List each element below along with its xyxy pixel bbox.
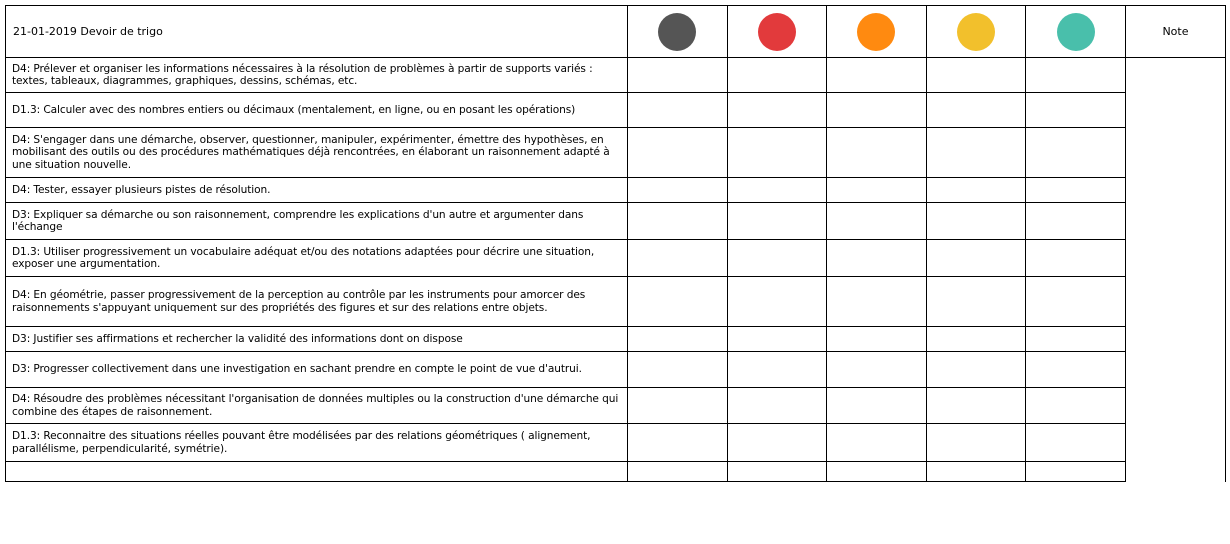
grade-cell-level-4[interactable] xyxy=(926,203,1026,240)
grade-cell-level-5[interactable] xyxy=(1026,93,1126,128)
grade-cell-level-1[interactable] xyxy=(628,178,728,203)
criterion-row xyxy=(6,93,1226,128)
grade-cell-level-3[interactable] xyxy=(827,128,927,178)
criterion-text: D4: Tester, essayer plusieurs pistes de résolution. xyxy=(6,178,628,203)
grade-cell-level-1[interactable] xyxy=(628,424,728,462)
grade-cell-level-4[interactable] xyxy=(926,93,1026,128)
level-4-header xyxy=(926,6,1026,58)
grade-cell-level-4[interactable] xyxy=(926,178,1026,203)
grade-cell-level-1[interactable] xyxy=(628,327,728,352)
grade-cell-level-3[interactable] xyxy=(827,424,927,462)
grade-cell-level-5[interactable] xyxy=(1026,277,1126,327)
grade-cell-level-5[interactable] xyxy=(1026,327,1126,352)
grade-cell[interactable] xyxy=(628,462,728,482)
orange-dot-icon xyxy=(857,13,895,51)
level-5-header xyxy=(1026,6,1126,58)
grade-cell-level-4[interactable] xyxy=(926,240,1026,277)
criterion-text: D4: Résoudre des problèmes nécessitant l'organisation de données multiples ou la construction d'une démarche qui combine des étapes de raisonnement. xyxy=(6,388,628,424)
grade-cell-level-4[interactable] xyxy=(926,352,1026,388)
criterion-row xyxy=(6,327,1226,352)
grade-cell-level-4[interactable] xyxy=(926,424,1026,462)
grade-cell-level-1[interactable] xyxy=(628,58,728,93)
level-3-header xyxy=(827,6,927,58)
grade-cell[interactable] xyxy=(727,462,827,482)
note-cell[interactable] xyxy=(1125,58,1225,482)
criterion-text: D4: S'engager dans une démarche, observer, questionner, manipuler, expérimenter, émettre des hypothèses, en mobilisant des outils ou des procédures mathématiques déjà rencontrées, en élaborant un raisonnement adapté à une situation nouvelle. xyxy=(6,128,628,178)
criterion-text: D3: Expliquer sa démarche ou son raisonnement, comprendre les explications d'un autre et argumenter dans l'échange xyxy=(6,203,628,240)
grade-cell-level-4[interactable] xyxy=(926,128,1026,178)
grade-cell-level-1[interactable] xyxy=(628,388,728,424)
grade-cell-level-2[interactable] xyxy=(727,203,827,240)
criterion-row xyxy=(6,352,1226,388)
criterion-row xyxy=(6,203,1226,240)
grade-cell-level-1[interactable] xyxy=(628,203,728,240)
grade-cell-level-5[interactable] xyxy=(1026,128,1126,178)
grade-cell-level-5[interactable] xyxy=(1026,388,1126,424)
grade-cell-level-3[interactable] xyxy=(827,93,927,128)
grade-cell-level-2[interactable] xyxy=(727,240,827,277)
criterion-text: D4: En géométrie, passer progressivement de la perception au contrôle par les instruments pour amorcer des raisonnements s'appuyant uniquement sur des propriétés des figures et sur des relations entre objets. xyxy=(6,277,628,327)
criterion-text: D1.3: Reconnaitre des situations réelles pouvant être modélisées par des relations géométriques ( alignement, parallélisme, perpendicularité, symétrie). xyxy=(6,424,628,462)
level-2-header xyxy=(727,6,827,58)
grade-cell-level-3[interactable] xyxy=(827,352,927,388)
grade-cell-level-4[interactable] xyxy=(926,277,1026,327)
criterion-row xyxy=(6,277,1226,327)
criterion-text xyxy=(6,462,628,482)
evaluation-title: 21-01-2019 Devoir de trigo xyxy=(6,6,628,58)
criterion-text: D4: Prélever et organiser les informations nécessaires à la résolution de problèmes à partir de supports variés : textes, tableaux, diagrammes, graphiques, dessins, schémas, etc. xyxy=(6,58,628,93)
criterion-text: D3: Progresser collectivement dans une investigation en sachant prendre en compte le point de vue d'autrui. xyxy=(6,352,628,388)
grade-cell-level-2[interactable] xyxy=(727,424,827,462)
grade-cell-level-3[interactable] xyxy=(827,58,927,93)
criterion-row xyxy=(6,424,1226,462)
grade-cell-level-1[interactable] xyxy=(628,277,728,327)
grade-cell[interactable] xyxy=(827,462,927,482)
criterion-row xyxy=(6,462,1226,482)
grade-cell-level-2[interactable] xyxy=(727,93,827,128)
criterion-row xyxy=(6,240,1226,277)
grade-cell-level-3[interactable] xyxy=(827,277,927,327)
grade-cell-level-2[interactable] xyxy=(727,352,827,388)
grade-cell-level-5[interactable] xyxy=(1026,352,1126,388)
criterion-row xyxy=(6,58,1226,93)
evaluation-grid xyxy=(5,5,1226,482)
grade-cell-level-4[interactable] xyxy=(926,58,1026,93)
criterion-row xyxy=(6,128,1226,178)
grade-cell-level-4[interactable] xyxy=(926,388,1026,424)
grade-cell-level-3[interactable] xyxy=(827,327,927,352)
red-dot-icon xyxy=(758,13,796,51)
grade-cell-level-1[interactable] xyxy=(628,128,728,178)
grade-cell-level-2[interactable] xyxy=(727,388,827,424)
grade-cell-level-2[interactable] xyxy=(727,178,827,203)
dark-grey-dot-icon xyxy=(658,13,696,51)
note-header: Note xyxy=(1125,6,1225,58)
grade-cell-level-5[interactable] xyxy=(1026,58,1126,93)
grade-cell-level-3[interactable] xyxy=(827,388,927,424)
grade-cell[interactable] xyxy=(1026,462,1126,482)
criterion-text: D3: Justifier ses affirmations et rechercher la validité des informations dont on dispose xyxy=(6,327,628,352)
criterion-text: D1.3: Calculer avec des nombres entiers ou décimaux (mentalement, en ligne, ou en posant les opérations) xyxy=(6,93,628,128)
grade-cell-level-2[interactable] xyxy=(727,327,827,352)
grade-cell-level-5[interactable] xyxy=(1026,424,1126,462)
grade-cell-level-5[interactable] xyxy=(1026,240,1126,277)
grade-cell-level-2[interactable] xyxy=(727,277,827,327)
grade-cell-level-1[interactable] xyxy=(628,352,728,388)
grade-cell-level-5[interactable] xyxy=(1026,203,1126,240)
grade-cell-level-3[interactable] xyxy=(827,203,927,240)
yellow-dot-icon xyxy=(957,13,995,51)
grade-cell-level-5[interactable] xyxy=(1026,178,1126,203)
grade-cell-level-2[interactable] xyxy=(727,128,827,178)
grade-cell-level-3[interactable] xyxy=(827,240,927,277)
grade-cell[interactable] xyxy=(926,462,1026,482)
header-row xyxy=(6,6,1226,58)
grade-cell-level-2[interactable] xyxy=(727,58,827,93)
level-1-header xyxy=(628,6,728,58)
grade-cell-level-1[interactable] xyxy=(628,240,728,277)
criterion-row xyxy=(6,388,1226,424)
criterion-row xyxy=(6,178,1226,203)
teal-dot-icon xyxy=(1057,13,1095,51)
grade-cell-level-3[interactable] xyxy=(827,178,927,203)
criterion-text: D1.3: Utiliser progressivement un vocabulaire adéquat et/ou des notations adaptées pour décrire une situation, exposer une argumentation. xyxy=(6,240,628,277)
grade-cell-level-4[interactable] xyxy=(926,327,1026,352)
grade-cell-level-1[interactable] xyxy=(628,93,728,128)
